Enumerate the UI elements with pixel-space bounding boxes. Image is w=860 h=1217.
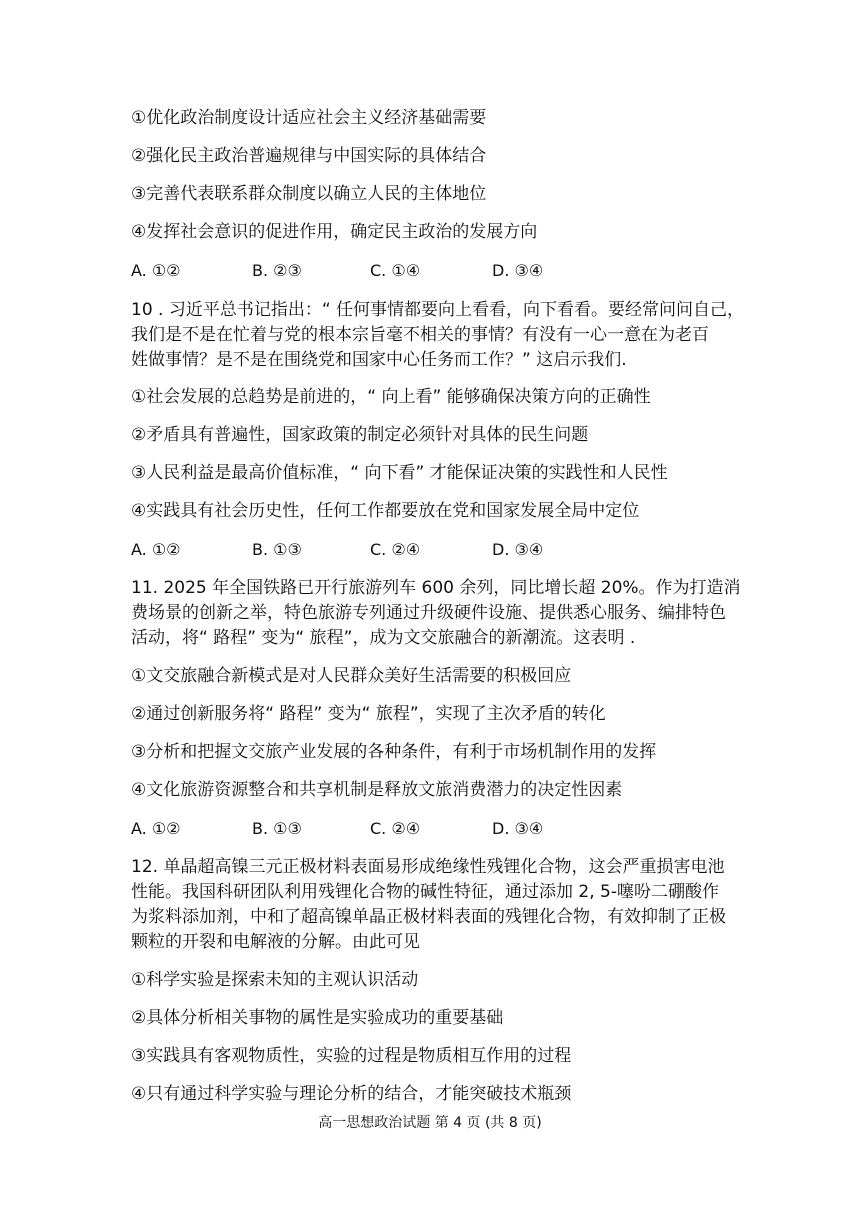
q12-option-4: ④只有通过科学实验与理论分析的结合，才能突破技术瓶颈 <box>131 1084 572 1104</box>
q10-choice-a: A. ①② <box>131 540 181 559</box>
q11-option-4: ④文化旅游资源整合和共享机制是释放文旅消费潜力的决定性因素 <box>131 780 623 800</box>
q11-choice-a: A. ①② <box>131 819 181 838</box>
q12-option-3: ③实践具有客观物质性，实验的过程是物质相互作用的过程 <box>131 1046 572 1066</box>
q11-stem-line-1: 11. 2025 年全国铁路已开行旅游列车 600 余列，同比增长超 20%。作为打造消 <box>131 578 741 598</box>
q11-option-1: ①文交旅融合新模式是对人民群众美好生活需要的积极回应 <box>131 666 572 686</box>
q11-choice-d: D. ③④ <box>492 819 544 838</box>
q12-stem-line-4: 颗粒的开裂和电解液的分解。由此可见 <box>131 932 420 952</box>
q11-option-2: ②通过创新服务将“ 路程” 变为“ 旅程”，实现了主次矛盾的转化 <box>131 704 606 724</box>
q9-option-4: ④发挥社会意识的促进作用，确定民主政治的发展方向 <box>131 222 538 242</box>
q10-choice-c: C. ②④ <box>370 540 421 559</box>
q10-option-1: ①社会发展的总趋势是前进的，“ 向上看” 能够确保决策方向的正确性 <box>131 387 651 407</box>
q11-stem-line-3: 活动，将“ 路程” 变为“ 旅程”，成为文交旅融合的新潮流。这表明 . <box>131 628 636 648</box>
q10-stem-line-3: 姓做事情？是不是在围绕党和国家中心任务而工作？” 这启示我们. <box>131 350 627 370</box>
q9-option-3: ③完善代表联系群众制度以确立人民的主体地位 <box>131 184 487 204</box>
q11-choice-b: B. ①③ <box>252 819 302 838</box>
q10-stem-line-1: 10 . 习近平总书记指出：“ 任何事情都要向上看看，向下看看。要经常问问自己， <box>131 300 745 320</box>
q9-option-2: ②强化民主政治普遍规律与中国实际的具体结合 <box>131 146 487 166</box>
page-footer: 高一思想政治试题 第 4 页 (共 8 页) <box>318 1115 542 1131</box>
q9-choice-b: B. ②③ <box>252 261 302 280</box>
q10-option-2: ②矛盾具有普遍性，国家政策的制定必须针对具体的民生问题 <box>131 425 589 445</box>
q12-option-2: ②具体分析相关事物的属性是实验成功的重要基础 <box>131 1008 504 1028</box>
q9-choice-c: C. ①④ <box>370 261 421 280</box>
q11-option-3: ③分析和把握文交旅产业发展的各种条件，有利于市场机制作用的发挥 <box>131 742 657 762</box>
q10-choice-d: D. ③④ <box>492 540 544 559</box>
q9-option-1: ①优化政治制度设计适应社会主义经济基础需要 <box>131 108 487 128</box>
q9-choice-a: A. ①② <box>131 261 181 280</box>
q10-choice-b: B. ①③ <box>252 540 302 559</box>
q12-stem-line-3: 为浆料添加剂，中和了超高镍单晶正极材料表面的残锂化合物，有效抑制了正极 <box>131 907 726 927</box>
q10-option-3: ③人民利益是最高价值标准，“ 向下看” 才能保证决策的实践性和人民性 <box>131 463 668 483</box>
q12-stem-line-2: 性能。我国科研团队利用残锂化合物的碱性特征，通过添加 2, 5-噻吩二硼酸作 <box>131 882 719 902</box>
q11-stem-line-2: 费场景的创新之举，特色旅游专列通过升级硬件设施、提供悉心服务、编排特色 <box>131 603 726 623</box>
q10-stem-line-2: 我们是不是在忙着与党的根本宗旨毫不相关的事情？有没有一心一意在为老百 <box>131 325 709 345</box>
q12-stem-line-1: 12. 单晶超高镍三元正极材料表面易形成绝缘性残锂化合物，这会严重损害电池 <box>131 857 725 877</box>
q11-choice-c: C. ②④ <box>370 819 421 838</box>
q10-option-4: ④实践具有社会历史性，任何工作都要放在党和国家发展全局中定位 <box>131 501 640 521</box>
q12-option-1: ①科学实验是探索未知的主观认识活动 <box>131 970 419 990</box>
q9-choice-d: D. ③④ <box>492 261 544 280</box>
